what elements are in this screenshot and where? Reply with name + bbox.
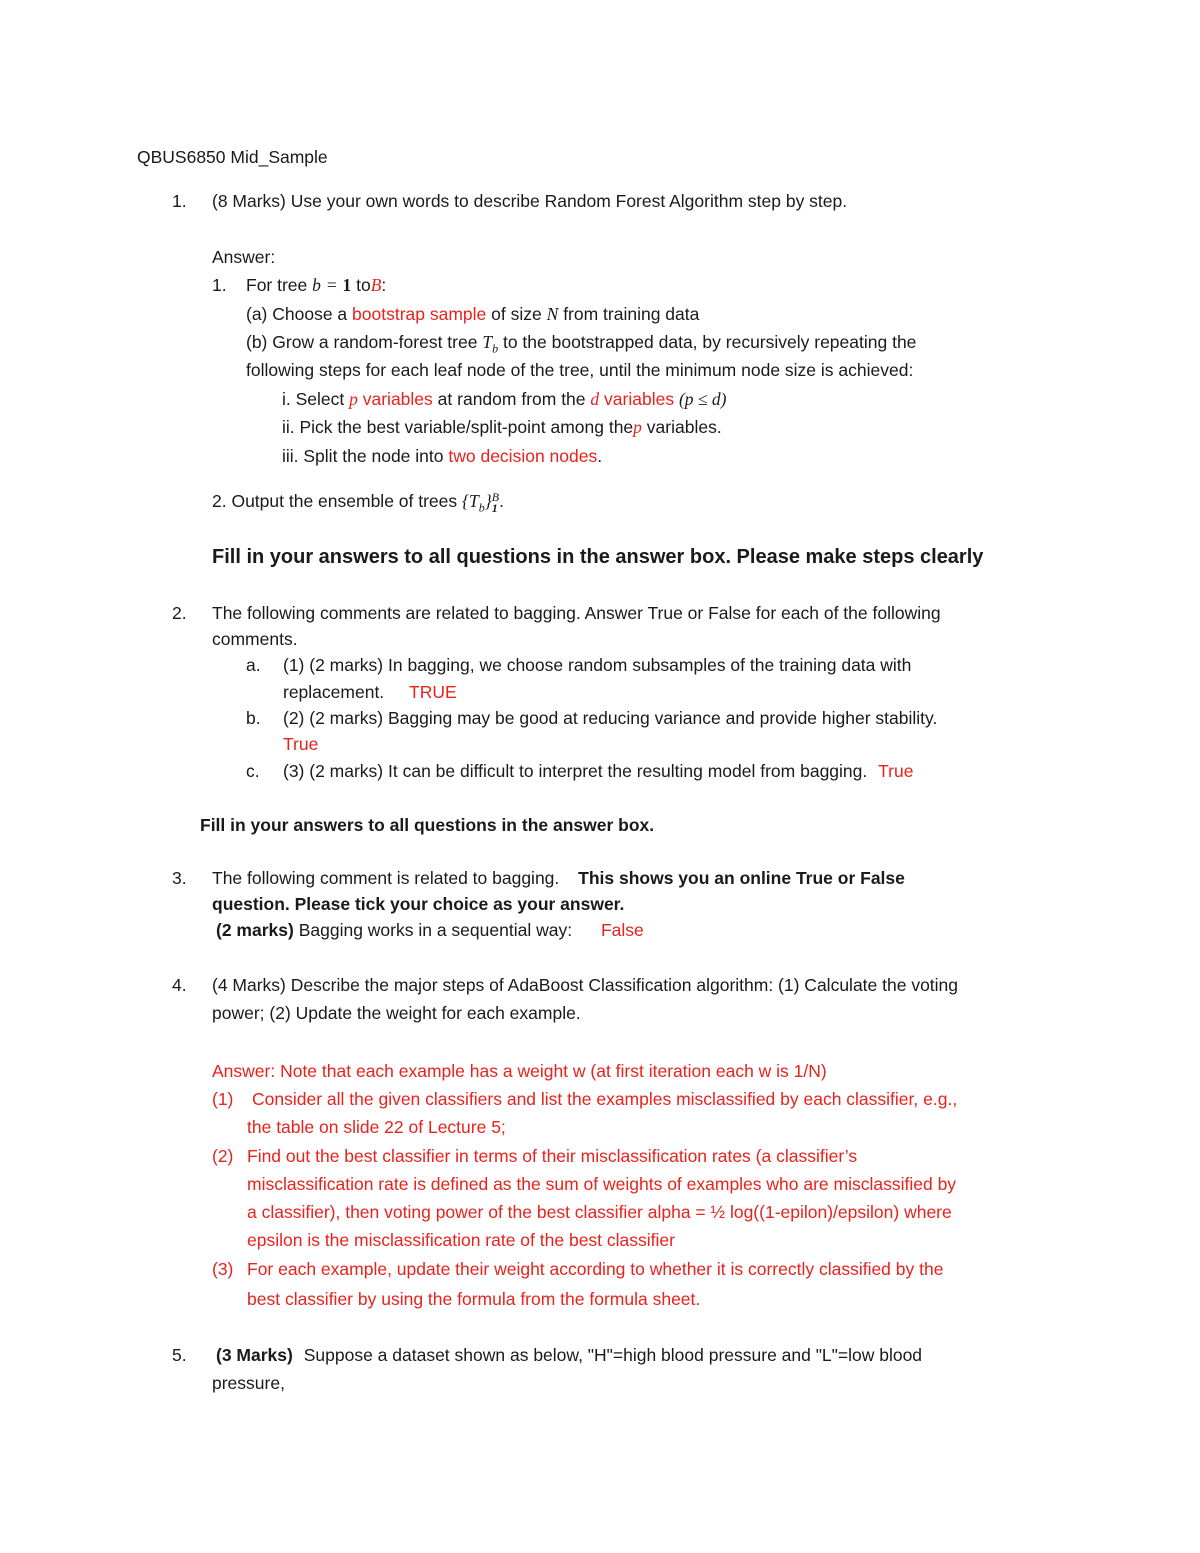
q1-step-b-line1 [246,331,916,360]
step-i-highlight-2: variables [604,389,675,409]
q1-marks: (8 Marks) [212,191,286,211]
step-a-pre: (a) Choose a [246,304,348,324]
q4-line2: power; (2) Update the weight for each example. [212,1003,581,1023]
q3-statement: Bagging works in a sequential way: [298,920,573,940]
q1-answer-label: Answer: [212,247,276,267]
q5-number: 5. [172,1345,187,1365]
q3-statement-line [216,919,644,941]
q2-text-line1: The following comments are related to bagging. Answer True or False for each of the following [212,603,941,623]
q5-marks: (3 Marks) [216,1345,293,1365]
q4-step2-line1: Find out the best classifier in terms of their misclassification rates (a classifier’s [247,1146,858,1166]
q4-step2-number: (2) [212,1146,234,1166]
q4-step1-number: (1) [212,1089,234,1109]
q2-c-line [283,760,913,782]
math-set-close: } [484,491,492,511]
step-b-pre: (b) Grow a random-forest tree [246,332,478,352]
math-N: N [546,304,559,324]
q1-text: Use your own words to describe Random Forest Algorithm step by step. [290,191,848,211]
q1-step1-line [246,274,386,296]
q5-line2: pressure, [212,1373,285,1393]
step-i-mid: at random from the [437,389,586,409]
step1-text: For tree [246,275,308,295]
q1-step-i [282,388,726,410]
q5-line1 [216,1344,922,1366]
q2-b-letter: b. [246,708,261,728]
q1-step-ii [282,416,722,438]
math-B: B [370,275,382,295]
page-title: QBUS6850 Mid_Sample [137,147,328,167]
step-a-mid: of size [491,304,542,324]
q2-a-line2 [283,681,457,703]
q4-step1-line2: the table on slide 22 of Lecture 5; [247,1117,506,1137]
math-sup-B: B [491,489,500,504]
q2-c-text: (3) (2 marks) It can be difficult to interpret the resulting model from bagging. [283,761,868,781]
q4-step2-line2: misclassification rate is defined as the sum of weights of examples who are misclassified by [247,1174,957,1194]
math-b: b [312,275,321,295]
math-set-sub: b [478,500,485,515]
math-p: p [349,389,358,409]
math-d: d [590,389,600,409]
q3-number: 3. [172,868,187,888]
fill-note: Fill in your answers to all questions in the answer box. [200,815,655,835]
q2-a-answer: TRUE [409,682,457,702]
math-Tb [482,332,499,356]
q5-text: Suppose a dataset shown as below, "H"=high blood pressure and "L"=low blood [303,1345,923,1365]
q4-step2-line4: epsilon is the misclassification rate of the best classifier [247,1230,675,1250]
step-iii-post: . [597,446,603,466]
q3-answer: False [600,920,644,940]
q2-c-letter: c. [246,761,260,781]
q4-line1: (4 Marks) Describe the major steps of AdaBoost Classification algorithm: (1) Calculate the voting [212,975,959,995]
q1-step-b-line2: following steps for each leaf node of the tree, until the minimum node size is achieved: [246,360,914,380]
q4-step1-line1: Consider all the given classifiers and list the examples misclassified by each classifier, e.g., [252,1089,958,1109]
q4-answer-line: Answer: Note that each example has a weight w (at first iteration each w is 1/N) [212,1061,827,1081]
q4-number: 4. [172,975,187,995]
step-b-post: to the bootstrapped data, by recursively repeating the [502,332,917,352]
q2-c-answer: True [878,761,914,781]
step-i-pre: i. Select [282,389,345,409]
step1-to: to [356,275,371,295]
step-iii-highlight: two decision nodes [448,446,598,466]
q2-a-text2: replacement. [283,682,385,702]
q3-line1 [212,867,905,889]
math-ensemble [462,489,500,515]
q3-bold-line1: This shows you an online True or False [578,868,905,888]
q1-prompt [212,190,847,212]
q1-step2 [212,490,504,519]
q4-step2-line3: a classifier), then voting power of the best classifier alpha = ½ log((1-epilon)/epsilon) where [247,1202,952,1222]
step1-colon: : [381,275,387,295]
q4-step3-line2: best classifier by using the formula from the formula sheet. [247,1289,701,1309]
step-ii-pre: ii. Pick the best variable/split-point among the [282,417,634,437]
q2-a-text1: (1) (2 marks) In bagging, we choose random subsamples of the training data with [283,655,912,675]
q3-text: The following comment is related to bagging. [212,868,560,888]
q4-step3-line1: For each example, update their weight according to whether it is correctly classified by the [247,1259,944,1279]
q2-text-line2: comments. [212,629,298,649]
q2-a-letter: a. [246,655,261,675]
q2-b-answer: True [283,734,319,754]
q4-step3-number: (3) [212,1259,234,1279]
q3-bold-line2: question. Please tick your choice as your answer. [212,894,625,914]
fill-heading: Fill in your answers to all questions in the answer box. Please make steps clearly [212,546,984,568]
step-a-highlight: bootstrap sample [352,304,487,324]
math-one: 1 [342,275,352,295]
math-set-open: {T [462,491,479,511]
step-iii-pre: iii. Split the node into [282,446,444,466]
q3-marks: (2 marks) [216,920,294,940]
step2-post: . [499,491,504,511]
math-condition: (p ≤ d) [678,389,727,409]
math-p-2: p [633,417,642,437]
step-a-post: from training data [563,304,700,324]
step2-pre: 2. Output the ensemble of trees [212,491,458,511]
math-sub-1: 1 [491,500,498,515]
step-ii-post: variables. [646,417,722,437]
math-sub-b: b [492,341,499,356]
q2-number: 2. [172,603,187,623]
math-eq: = [325,275,338,295]
math-T: T [482,332,493,352]
q1-step1-number: 1. [212,275,227,295]
step-i-highlight-1: variables [362,389,433,409]
q1-number: 1. [172,191,187,211]
q1-step-a [246,303,699,325]
q1-step-iii [282,445,602,467]
q2-b-text: (2) (2 marks) Bagging may be good at reducing variance and provide higher stability. [283,708,938,728]
